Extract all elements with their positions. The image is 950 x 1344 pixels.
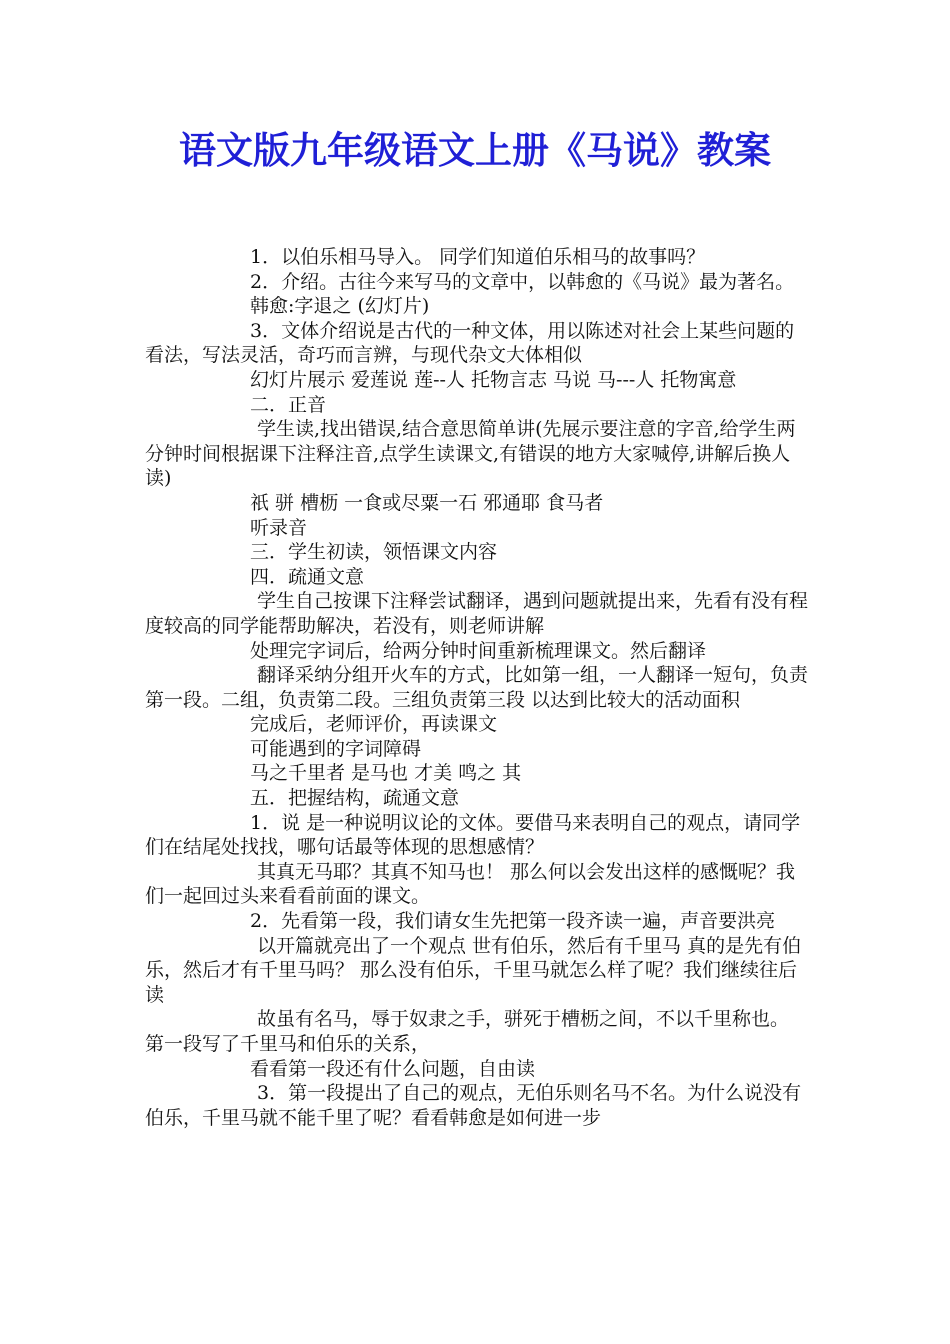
paragraph: 听录音 <box>250 516 308 539</box>
paragraph: 以开篇就亮出了一个观点 世有伯乐，然后有千里马 真的是先有伯乐，然后才有千里马吗？ 那么没有伯乐，千里马就怎么样了呢？我们继续往后读 <box>145 934 802 1006</box>
paragraph: 1．说 是一种说明议论的文体。要借马来表明自己的观点，请同学们在结尾处找找，哪句话最等体现的思想感情？ <box>145 811 801 859</box>
paragraph: 韩愈:字退之 (幻灯片) <box>250 295 430 318</box>
paragraph: 3．文体介绍说是古代的一种文体，用以陈述对社会上某些问题的看法，写法灵活，奇巧而言辨，与现代杂文大体相似 <box>145 319 795 367</box>
paragraph: 3．第一段提出了自己的观点，无伯乐则名马不名。为什么说没有伯乐，千里马就不能千里了呢？看看韩愈是如何进一步 <box>145 1082 802 1129</box>
paragraph: 学生读,找出错误,结合意思简单讲(先展示要注意的字音,给学生两分钟时间根据课下注释注音,点学生读课文,有错误的地方大家喊停,讲解后换人读) <box>145 418 796 490</box>
paragraph: 翻译采纳分组开火车的方式，比如第一组，一人翻译一短句，负责第一段。二组，负责第二段。三组负责第三段 以达到比较大的活动面积 <box>145 664 809 711</box>
section-heading: 三．学生初读，领悟课文内容 <box>250 541 498 564</box>
paragraph: 其真无马耶？其真不知马也！ 那么何以会发出这样的感慨呢？我们一起回过头来看看前面的课文。 <box>145 860 796 908</box>
paragraph: 幻灯片展示 爱莲说 莲--人 托物言志 马说 马---人 托物寓意 <box>250 368 737 391</box>
document-title: 语文版九年级语文上册《马说》教案 <box>179 128 771 172</box>
paragraph: 处理完字词后，给两分钟时间重新梳理课文。然后翻译 <box>250 639 707 662</box>
paragraph: 2．先看第一段，我们请女生先把第一段齐读一遍，声音要洪亮 <box>250 910 776 933</box>
paragraph: 马之千里者 是马也 才美 鸣之 其 <box>250 762 522 785</box>
section-heading: 二．正音 <box>250 393 327 416</box>
paragraph: 1．以伯乐相马导入。 同学们知道伯乐相马的故事吗？ <box>250 246 706 268</box>
paragraph: 完成后，老师评价，再读课文 <box>250 713 498 736</box>
paragraph: 看看第一段还有什么问题，自由读 <box>250 1057 536 1080</box>
paragraph: 祇 骈 槽枥 一食或尽粟一石 邪通耶 食马者 <box>250 491 604 514</box>
paragraph: 2．介绍。古往今来写马的文章中，以韩愈的《马说》最为著名。 <box>250 270 795 293</box>
paragraph: 学生自己按课下注释尝试翻译，遇到问题就提出来，先看有没有程度较高的同学能帮助解决，若没有，则老师讲解 <box>145 590 809 637</box>
section-heading: 四．疏通文意 <box>250 565 365 588</box>
document-body <box>145 245 810 1130</box>
paragraph: 可能遇到的字词障碍 <box>250 737 422 760</box>
paragraph: 故虽有名马，辱于奴隶之手，骈死于槽枥之间，不以千里称也。 第一段写了千里马和伯乐的关系， <box>145 1008 790 1055</box>
section-heading: 五．把握结构，疏通文意 <box>250 787 460 810</box>
